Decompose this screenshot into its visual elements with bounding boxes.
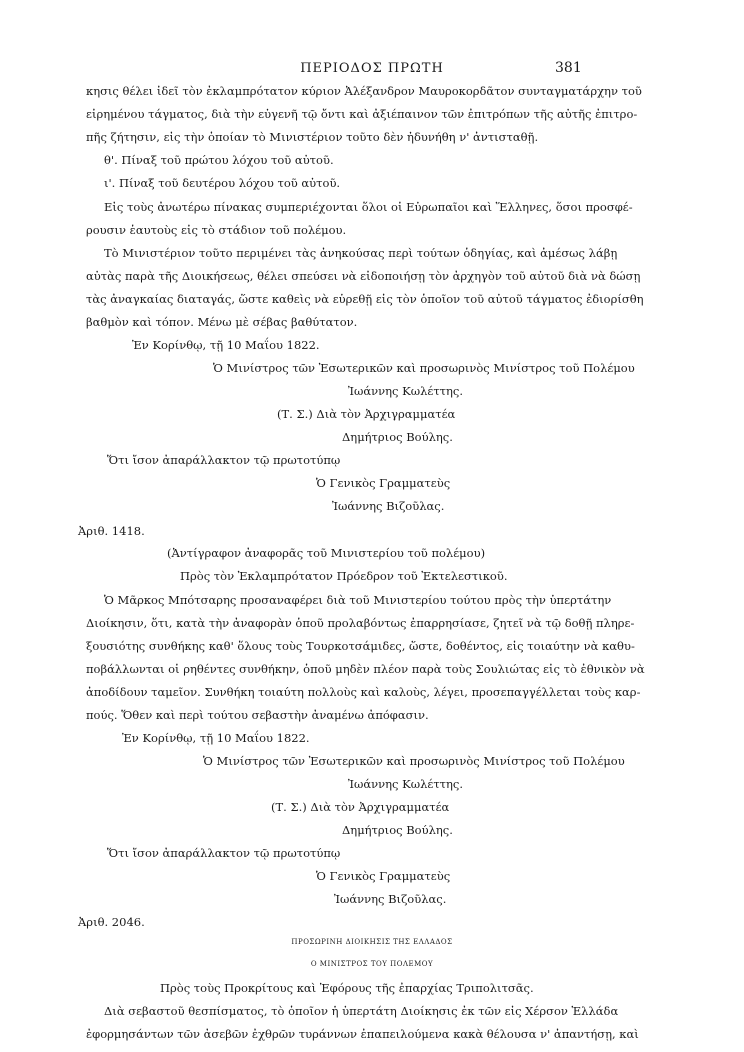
list-item: ι'. Πίναξ τοῦ δευτέρου λόχου τοῦ αὐτοῦ. [104, 176, 341, 190]
signatory-name: Δημήτριος Βούλης. [342, 430, 453, 444]
signatory-title: Ὁ Μινίστρος τῶν Ἐσωτερικῶν καὶ προσωρινὸς Μινίστρος τοῦ Πολέμου [213, 361, 635, 375]
text-line: Διὰ σεβαστοῦ θεσπίσματος, τὸ ὁποῖον ἡ ὑπερτάτη Διοίκησις ἐκ τῶν εἰς Χέρσον Ἑλλάδα [104, 1004, 619, 1018]
text-line: ποβάλλωνται οἱ ρηθέντες συνθήκην, ὁποῦ μηδὲν πλέον παρὰ τοὺς Σουλιώτας εἰς τὸ ἐθνικὸν νὰ [86, 662, 645, 676]
document-number: Ἀριθ. 2046. [78, 915, 145, 929]
signatory-name: Ἰωάννης Βιζοῦλας. [334, 892, 447, 906]
certification-line: Ὅτι ἴσον ἀπαράλλακτον τῷ πρωτοτύπῳ [107, 453, 341, 467]
list-item: θ'. Πίναξ τοῦ πρώτου λόχου τοῦ αὐτοῦ. [104, 153, 334, 167]
text-line: κησις θέλει ἰδεῖ τὸν ἐκλαμπρότατον κύριον Ἀλέξανδρον Μαυροκορδᾶτον συνταγματάρχην τοῦ [86, 84, 642, 98]
certification-line: Ὅτι ἴσον ἀπαράλλακτον τῷ πρωτοτύπῳ [107, 846, 341, 860]
running-header: ΠΕΡΙΟΔΟΣ ΠΡΩΤΗ [300, 61, 444, 76]
text-line: εἰρημένου τάγματος, διὰ τὴν εὐγενῆ τῷ ὄντι καὶ ἀξιέπαινον τῶν ἐπιτρόπων τῆς αὐτῆς ἐπιτρο- [86, 107, 638, 121]
signatory-name: Δημήτριος Βούλης. [342, 823, 453, 837]
signatory-title: Ὁ Γενικὸς Γραμματεὺς [316, 476, 451, 490]
addressee-line: Πρὸς τὸν Ἐκλαμπρότατον Πρόεδρον τοῦ Ἐκτελεστικοῦ. [180, 569, 508, 583]
text-line: Τὸ Μινιστέριον τοῦτο περιμένει τὰς ἀνηκούσας περὶ τούτων ὁδηγίας, καὶ ἀμέσως λάβῃ [104, 246, 618, 260]
signatory-name: Ἰωάννης Βιζοῦλας. [332, 499, 445, 513]
place-date: Ἐν Κορίνθῳ, τῇ 10 Μαΐου 1822. [122, 731, 310, 745]
text-line: ἀποδίδουν ταμεῖον. Συνθήκη τοιαύτη πολλοὺς καὶ καλοὺς, λέγει, προσεπαγγέλλεται τοὺς καρ- [86, 685, 641, 699]
signatory-name: Ἰωάννης Κωλέττης. [348, 777, 464, 791]
signatory-title: Ὁ Μινίστρος τῶν Ἐσωτερικῶν καὶ προσωρινὸς Μινίστρος τοῦ Πολέμου [203, 754, 625, 768]
text-line: ἐφορμησάντων τῶν ἀσεβῶν ἐχθρῶν τυράννων ἐπαπειλούμενα κακὰ θέλουσα ν' ἀπαντήσῃ, καὶ [86, 1027, 639, 1041]
page-number: 381 [555, 60, 582, 76]
text-line: βαθμὸν καὶ τόπον. Μένω μὲ σέβας βαθύτατον. [86, 315, 358, 329]
place-date: Ἐν Κορίνθῳ, τῇ 10 Μαΐου 1822. [132, 338, 320, 352]
text-line: Ὁ Μᾶρκος Μπότσαρης προσαναφέρει διὰ τοῦ Μινιστερίου τούτου πρὸς τὴν ὑπερτάτην [104, 593, 612, 607]
signatory-name: Ἰωάννης Κωλέττης. [348, 384, 464, 398]
seal-line: (Τ. Σ.) Διὰ τὸν Ἀρχιγραμματέα [271, 800, 450, 814]
seal-line: (Τ. Σ.) Διὰ τὸν Ἀρχιγραμματέα [277, 407, 456, 421]
section-heading: ΠΡΟΣΩΡΙΝΗ ΔΙΟΙΚΗΣΙΣ ΤΗΣ ΕΛΛΑΔΟΣ [291, 938, 453, 946]
document-number: Ἀριθ. 1418. [78, 524, 145, 538]
section-heading: Ο ΜΙΝΙΣΤΡΟΣ ΤΟΥ ΠΟΛΕΜΟΥ [310, 960, 434, 968]
text-line: Εἰς τοὺς ἀνωτέρω πίνακας συμπεριέχονται ὅλοι οἱ Εὐρωπαῖοι καὶ Ἕλληνες, ὅσοι προσφέ- [104, 200, 633, 214]
text-line: τὰς ἀναγκαίας διαταγάς, ὥστε καθεὶς νὰ εὑρεθῇ εἰς τὸν ὁποῖον τοῦ αὐτοῦ τάγματος ἐδιορίσθη [86, 292, 644, 306]
text-line: πούς. Ὅθεν καὶ περὶ τούτου σεβαστὴν ἀναμένω ἀπόφασιν. [86, 708, 429, 722]
text-line: πῆς ζήτησιν, εἰς τὴν ὁποίαν τὸ Μινιστέριον τοῦτο δὲν ἠδυνήθη ν' ἀντισταθῇ. [86, 130, 539, 144]
text-line: ρουσιν ἑαυτοὺς εἰς τὸ στάδιον τοῦ πολέμου. [86, 223, 347, 237]
text-line: αὐτὰς παρὰ τῆς Διοικήσεως, θέλει σπεύσει νὰ εἰδοποιήσῃ τὸν ἀρχηγὸν τοῦ αὐτοῦ διὰ νὰ δώσῃ [86, 269, 641, 283]
signatory-title: Ὁ Γενικὸς Γραμματεὺς [316, 869, 451, 883]
text-line: Διοίκησιν, ὅτι, κατὰ τὴν ἀναφορὰν ὁποῦ προλαβόντως ἐπαρρησίασε, ζητεῖ νὰ τῷ δοθῇ πληρε- [86, 616, 635, 630]
text-line: ξουσιότης συνθήκης καθ' ὅλους τοὺς Τουρκοτσάμιδες, ὥστε, δοθέντος, εἰς τοιαύτην νὰ καθυ- [86, 639, 635, 653]
addressee-line: Πρὸς τοὺς Προκρίτους καὶ Ἐφόρους τῆς ἐπαρχίας Τριπολιτσᾶς. [160, 981, 534, 995]
copy-note: (Ἀντίγραφον ἀναφορᾶς τοῦ Μινιστερίου τοῦ πολέμου) [167, 546, 486, 560]
